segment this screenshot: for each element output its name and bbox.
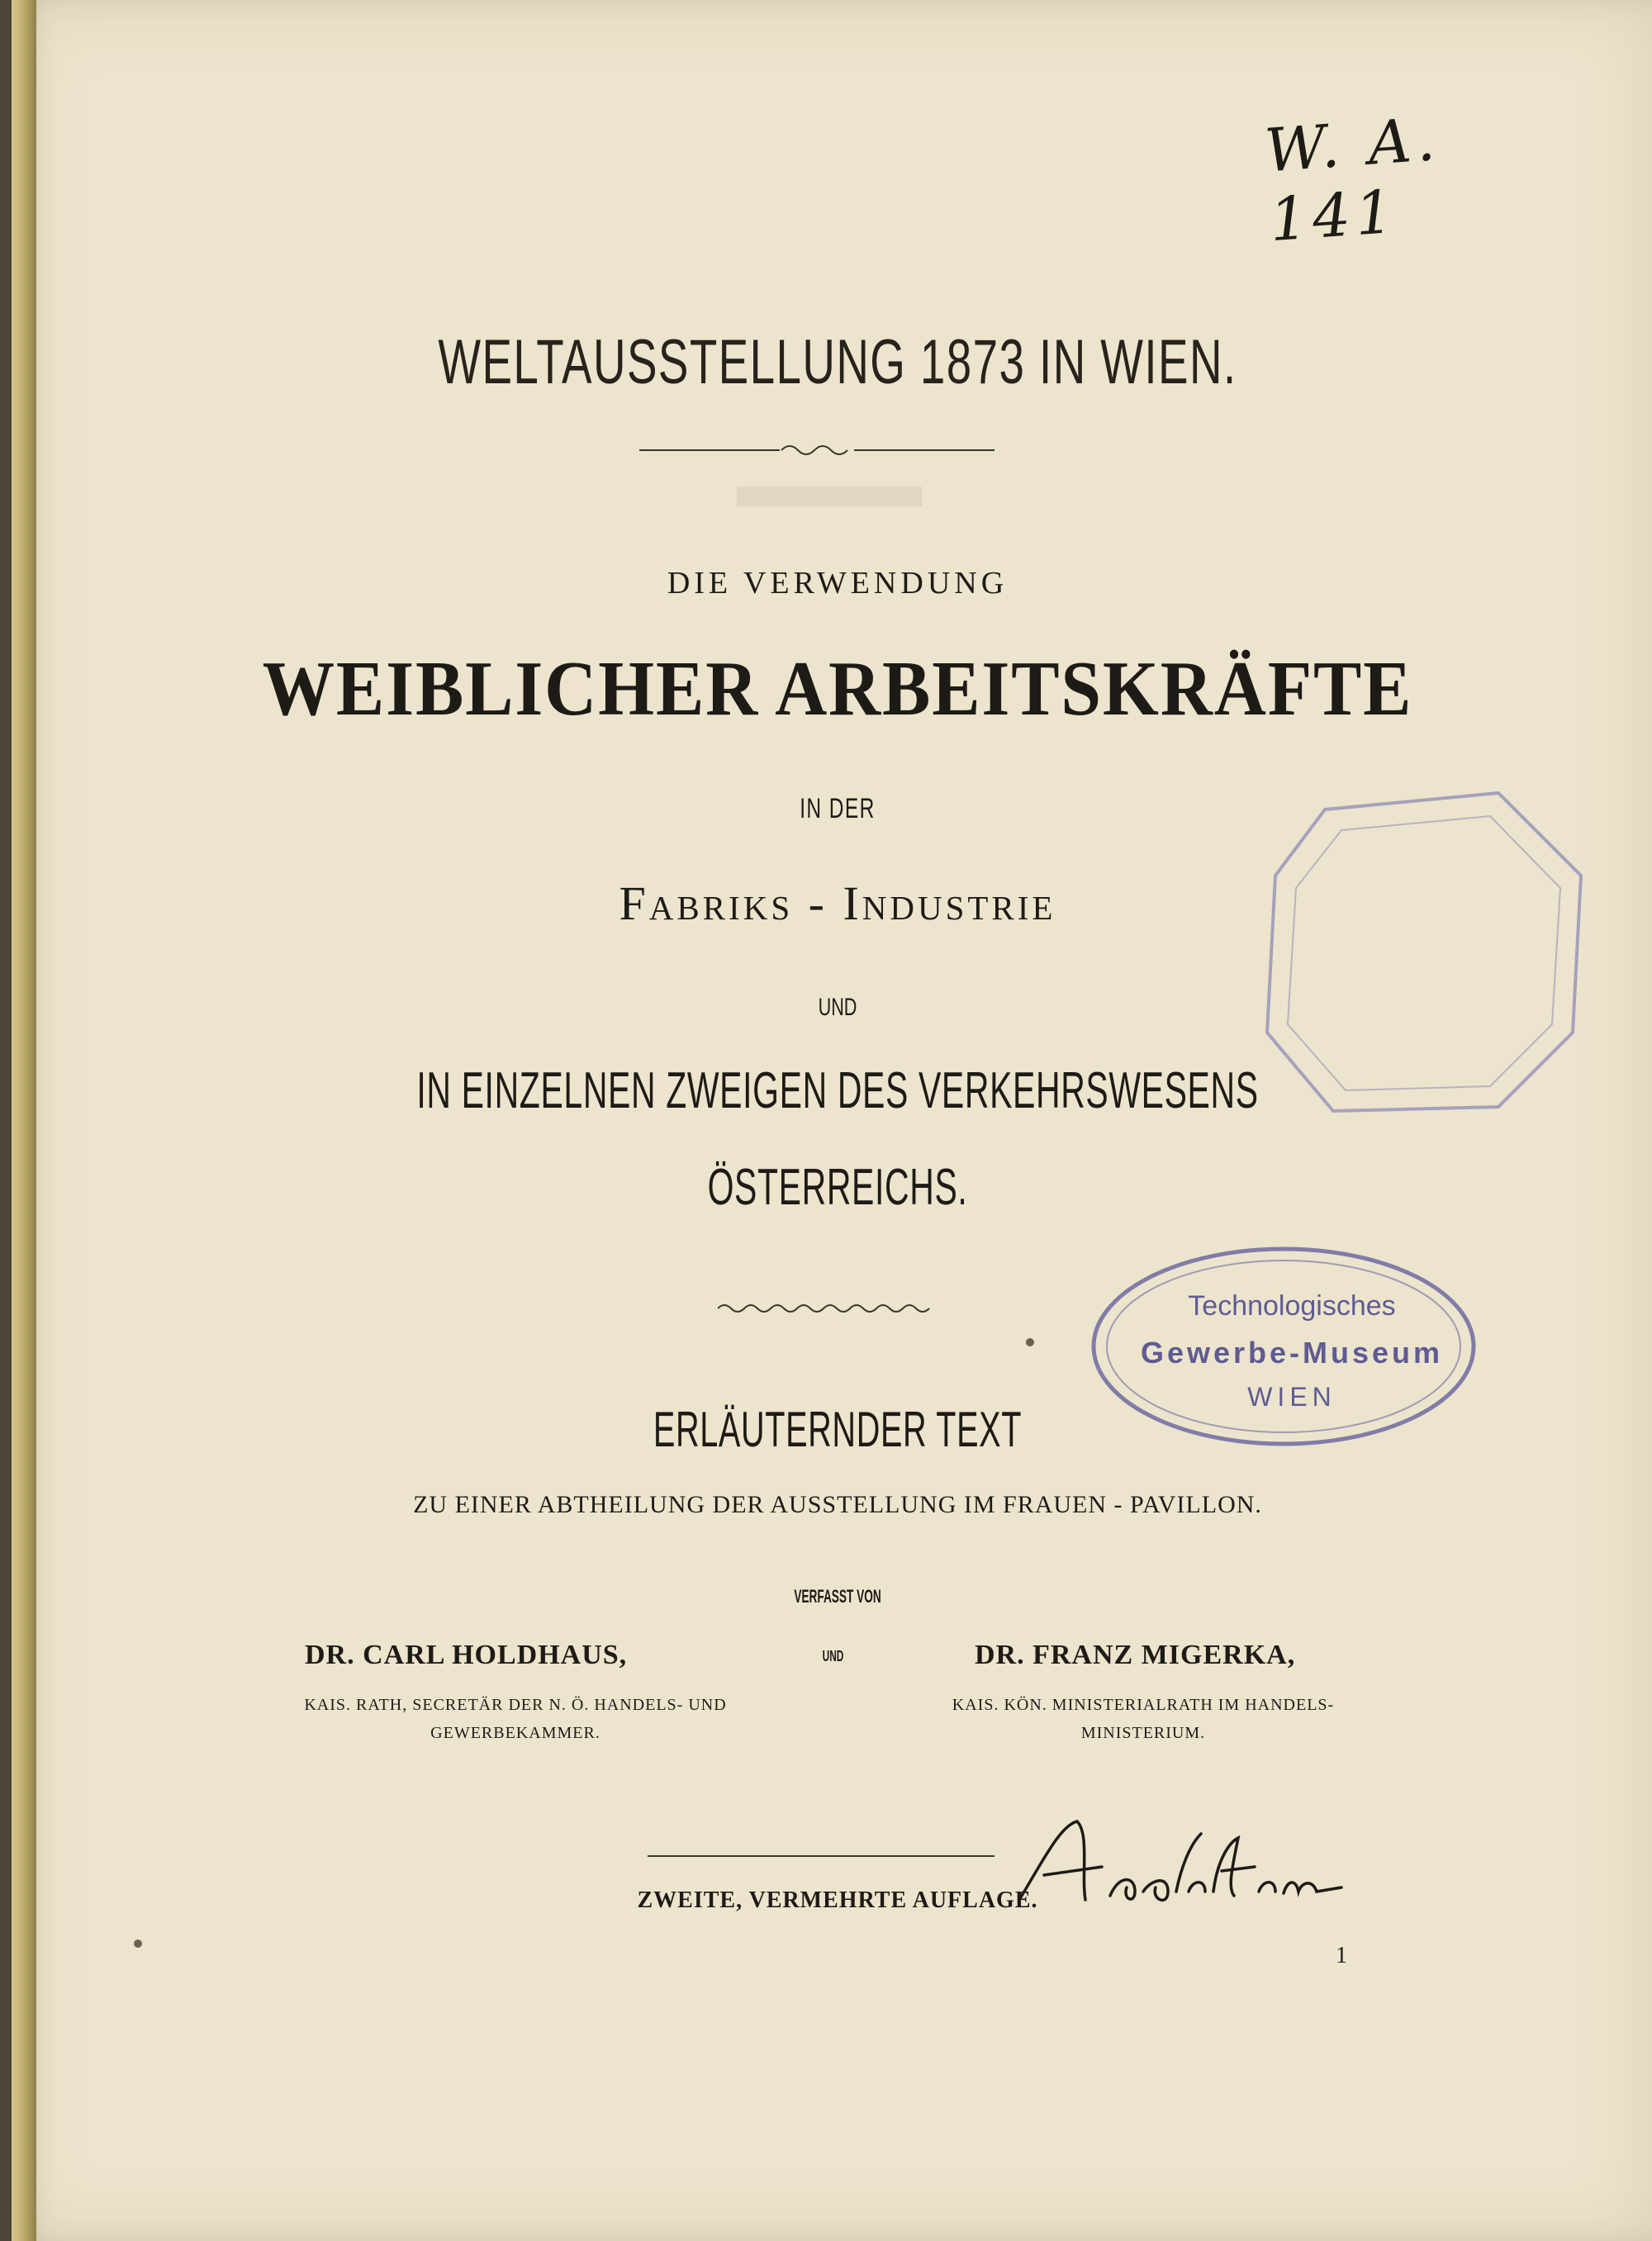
author-right-aff-line2: MINISTERIUM. xyxy=(1080,1724,1206,1742)
section-subtitle: ZU EINER ABTHEILUNG DER AUSSTELLUNG IM FRAUEN - PAVILLON. xyxy=(413,1491,1262,1518)
stamp-line1: Technologisches xyxy=(1188,1290,1396,1322)
author-left-aff-line2: GEWERBEKAMMER. xyxy=(430,1724,601,1742)
author-left-affiliation xyxy=(218,1691,813,1747)
authors-block xyxy=(12,1640,1652,1755)
handwritten-shelf-mark: W. A. 141 xyxy=(1262,103,1442,255)
verfasst-von: VERFASST VON xyxy=(794,1586,881,1607)
author-right-aff-line1: KAIS. KÖN. MINISTERIALRATH IM HANDELS- xyxy=(952,1696,1335,1714)
text-und: UND xyxy=(818,994,857,1021)
author-left xyxy=(305,1640,627,1671)
ink-speck xyxy=(1026,1338,1034,1346)
author-right xyxy=(975,1640,1295,1671)
text-fabriks-industrie: Fabriks - Industrie xyxy=(619,876,1056,930)
handwritten-signature xyxy=(1011,1809,1358,1925)
wavy-rule xyxy=(718,1300,933,1317)
octagonal-stamp xyxy=(1251,785,1597,1132)
text-in-der: IN DER xyxy=(800,793,876,824)
author-right-prefix: DR. xyxy=(975,1640,1025,1670)
author-left-aff-line1: KAIS. RATH, SECRETÄR DER N. Ö. HANDELS- UND xyxy=(304,1696,727,1714)
bleed-through-heading: ▬▬▬▬ xyxy=(737,447,922,520)
author-right-name: FRANZ MIGERKA, xyxy=(1032,1640,1296,1670)
text-zweigen: IN EINZELNEN ZWEIGEN DES VERKEHRSWESENS xyxy=(416,1062,1259,1119)
document-page xyxy=(12,0,1652,2241)
author-left-name: CARL HOLDHAUS, xyxy=(363,1640,628,1670)
stamp-line2: Gewerbe-Museum xyxy=(1140,1336,1444,1370)
subtitle-verwendung: DIE VERWENDUNG xyxy=(667,566,1009,601)
section-title: ERLÄUTERNDER TEXT xyxy=(653,1402,1023,1457)
author-right-affiliation xyxy=(887,1691,1399,1747)
main-title: WEIBLICHER ARBEITSKRÄFTE xyxy=(262,646,1413,732)
bottom-rule xyxy=(648,1855,995,1857)
museum-stamp xyxy=(1085,1239,1482,1454)
stamp-line3: WIEN xyxy=(1247,1382,1336,1412)
exhibition-title: WELTAUSSTELLUNG 1873 IN WIEN. xyxy=(438,327,1237,397)
author-left-prefix: DR. xyxy=(305,1640,355,1670)
page-number: 1 xyxy=(1336,1943,1347,1968)
ink-speck xyxy=(134,1940,142,1948)
text-oesterreichs: ÖSTERREICHS. xyxy=(707,1159,968,1216)
author-und: UND xyxy=(822,1648,844,1664)
ornamental-divider xyxy=(639,438,995,463)
edition-statement: ZWEITE, VERMEHRTE AUFLAGE. xyxy=(637,1887,1038,1913)
